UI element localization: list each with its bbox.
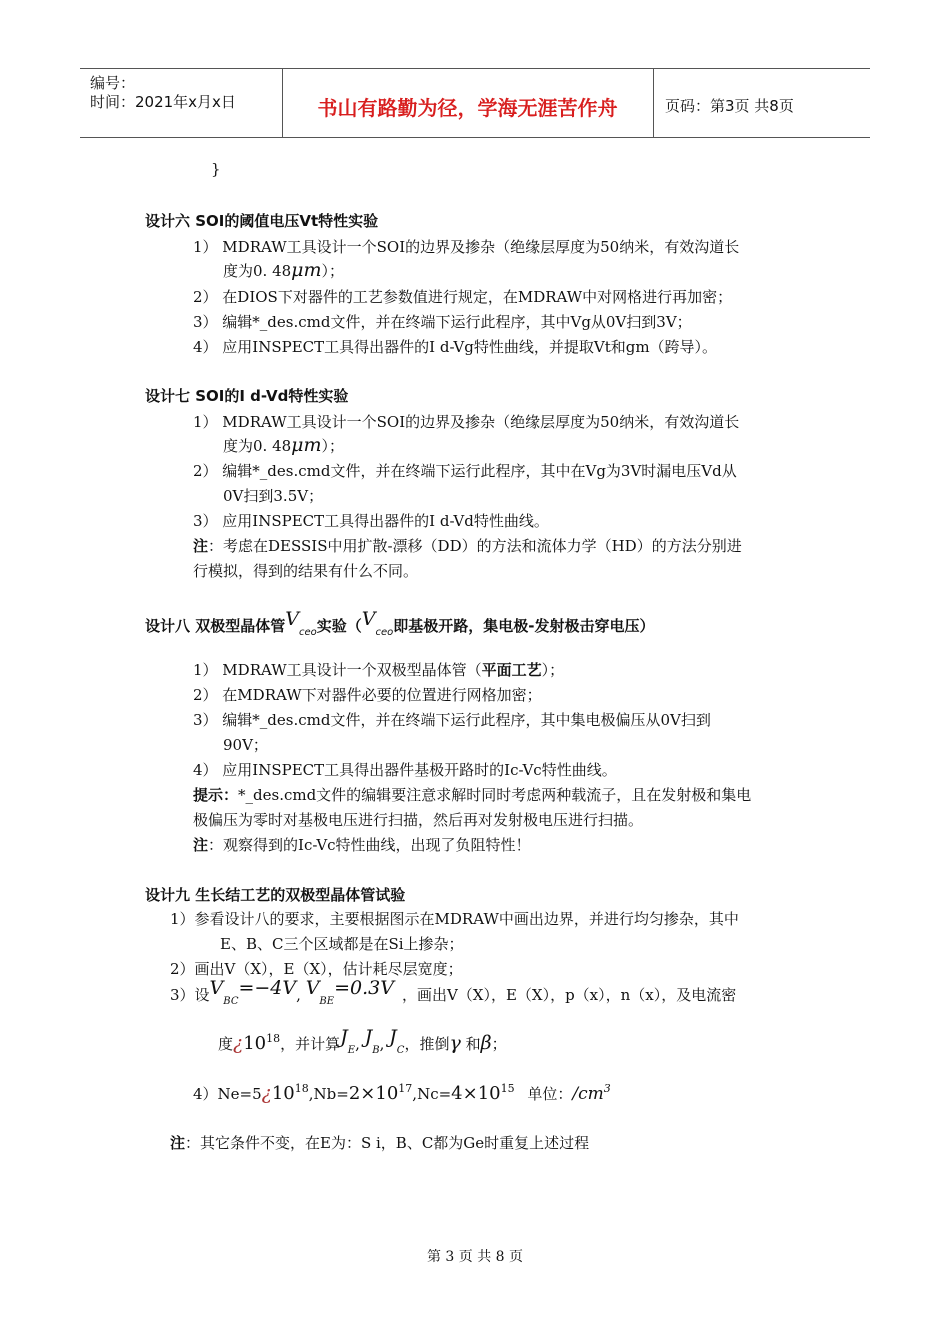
s8-item-3-cont: 90V； [223, 736, 268, 754]
s9-item-1: 1）参看设计八的要求，主要根据图示在MDRAW中画出边界，并进行均匀掺杂，其中 [170, 910, 739, 928]
s9-note: 注：其它条件不变，在E为：S i，B、C都为Ge时重复上述过程 [170, 1134, 590, 1152]
s8-hint: 提示：*_des.cmd文件的编辑要注意求解时同时考虑两种载流子，且在发射极和集电 [193, 786, 752, 804]
page-footer: 第 3 页 共 8 页 [426, 1249, 524, 1265]
section-7-title: 设计七 SOI的I d-Vd特性实验 [145, 387, 349, 405]
section-8-title: 设计八 双极型晶体管$V_{ceo}$实验（$V_{ceo}$即基极开路，集电极-发射极击穿电压） [145, 608, 655, 638]
s7-item-1-cont: 度为0. 48μm）； [223, 434, 345, 456]
s9-item-3-cont: 度¿$10^{18}$，并计算$J_E$, $J_B$, $J_C$，推倒γ 和β； [218, 1026, 507, 1056]
s7-note-cont: 行模拟，得到的结果有什么不同。 [193, 562, 419, 580]
s7-note: 注：考虑在DESSIS中用扩散-漂移（DD）的方法和流体力学（HD）的方法分别进 [193, 537, 742, 555]
s9-item-1-cont: E、B、C三个区域都是在Si上掺杂； [220, 935, 464, 953]
s9-item-4: $4)Ne=5¿10^{18},Nb=2\times 10^{17},Nc=4\times 10^{15}$ 单位：$/cm^3$ [193, 1082, 611, 1104]
s8-item-1: 1） MDRAW工具设计一个双极型晶体管（平面工艺）； [193, 661, 565, 679]
s6-item-4: 4） 应用INSPECT工具得出器件的I d-Vg特性曲线，并提取Vt和gm（跨导）。 [193, 338, 718, 356]
s7-item-3: 3） 应用INSPECT工具得出器件的I d-Vd特性曲线。 [193, 512, 549, 530]
section-6-title: 设计六 SOI的阈值电压Vt特性实验 [145, 212, 379, 230]
s6-item-3: 3） 编辑*_des.cmd文件，并在终端下运行此程序，其中Vg从0V扫到3V； [193, 313, 692, 331]
s7-item-2: 2） 编辑*_des.cmd文件，并在终端下运行此程序，其中在Vg为3V时漏电压Vd从 [193, 462, 737, 480]
s6-item-1-cont: 度为0. 48μm）； [223, 259, 345, 281]
header-motto: 书山有路勤为径，学海无涯苦作舟 [282, 69, 654, 137]
s7-item-1: 1） MDRAW工具设计一个SOI的边界及掺杂（绝缘层厚度为50纳米，有效沟道长 [193, 413, 740, 431]
s7-item-2-cont: 0V扫到3.5V； [223, 487, 324, 505]
section-9-title: 设计九 生长结工艺的双极型晶体管试验 [145, 886, 406, 904]
header-meta [80, 69, 283, 137]
s9-item-3: 3）设$V_{BC}=-4V$, $V_{BE}=0.3V$ ，画出V（X），E（X），p（x），n（x），及电流密 [170, 977, 737, 1007]
s9-item-2: 2）画出V（X），E（X），估计耗尽层宽度； [170, 960, 463, 978]
s6-item-1: 1） MDRAW工具设计一个SOI的边界及掺杂（绝缘层厚度为50纳米，有效沟道长 [193, 238, 740, 256]
s6-item-2: 2） 在DIOS下对器件的工艺参数值进行规定，在MDRAW中对网格进行再加密； [193, 288, 733, 306]
date-label: 时间：2021年x月x日 [90, 93, 236, 111]
s8-hint-cont: 极偏压为零时对基极电压进行扫描，然后再对发射极电压进行扫描。 [193, 811, 644, 829]
page-header [80, 68, 870, 138]
s8-item-4: 4） 应用INSPECT工具得出器件基极开路时的Ic-Vc特性曲线。 [193, 761, 617, 779]
header-page-info: 页码：第3页 共8页 [665, 96, 794, 115]
s8-item-2: 2） 在MDRAW下对器件必要的位置进行网格加密； [193, 686, 542, 704]
number-label: 编号： [90, 74, 136, 92]
s8-note: 注：观察得到的Ic-Vc特性曲线，出现了负阻特性！ [193, 836, 531, 854]
s8-item-3: 3） 编辑*_des.cmd文件，并在终端下运行此程序，其中集电极偏压从0V扫到 [193, 711, 711, 729]
closing-brace: } [211, 160, 221, 178]
